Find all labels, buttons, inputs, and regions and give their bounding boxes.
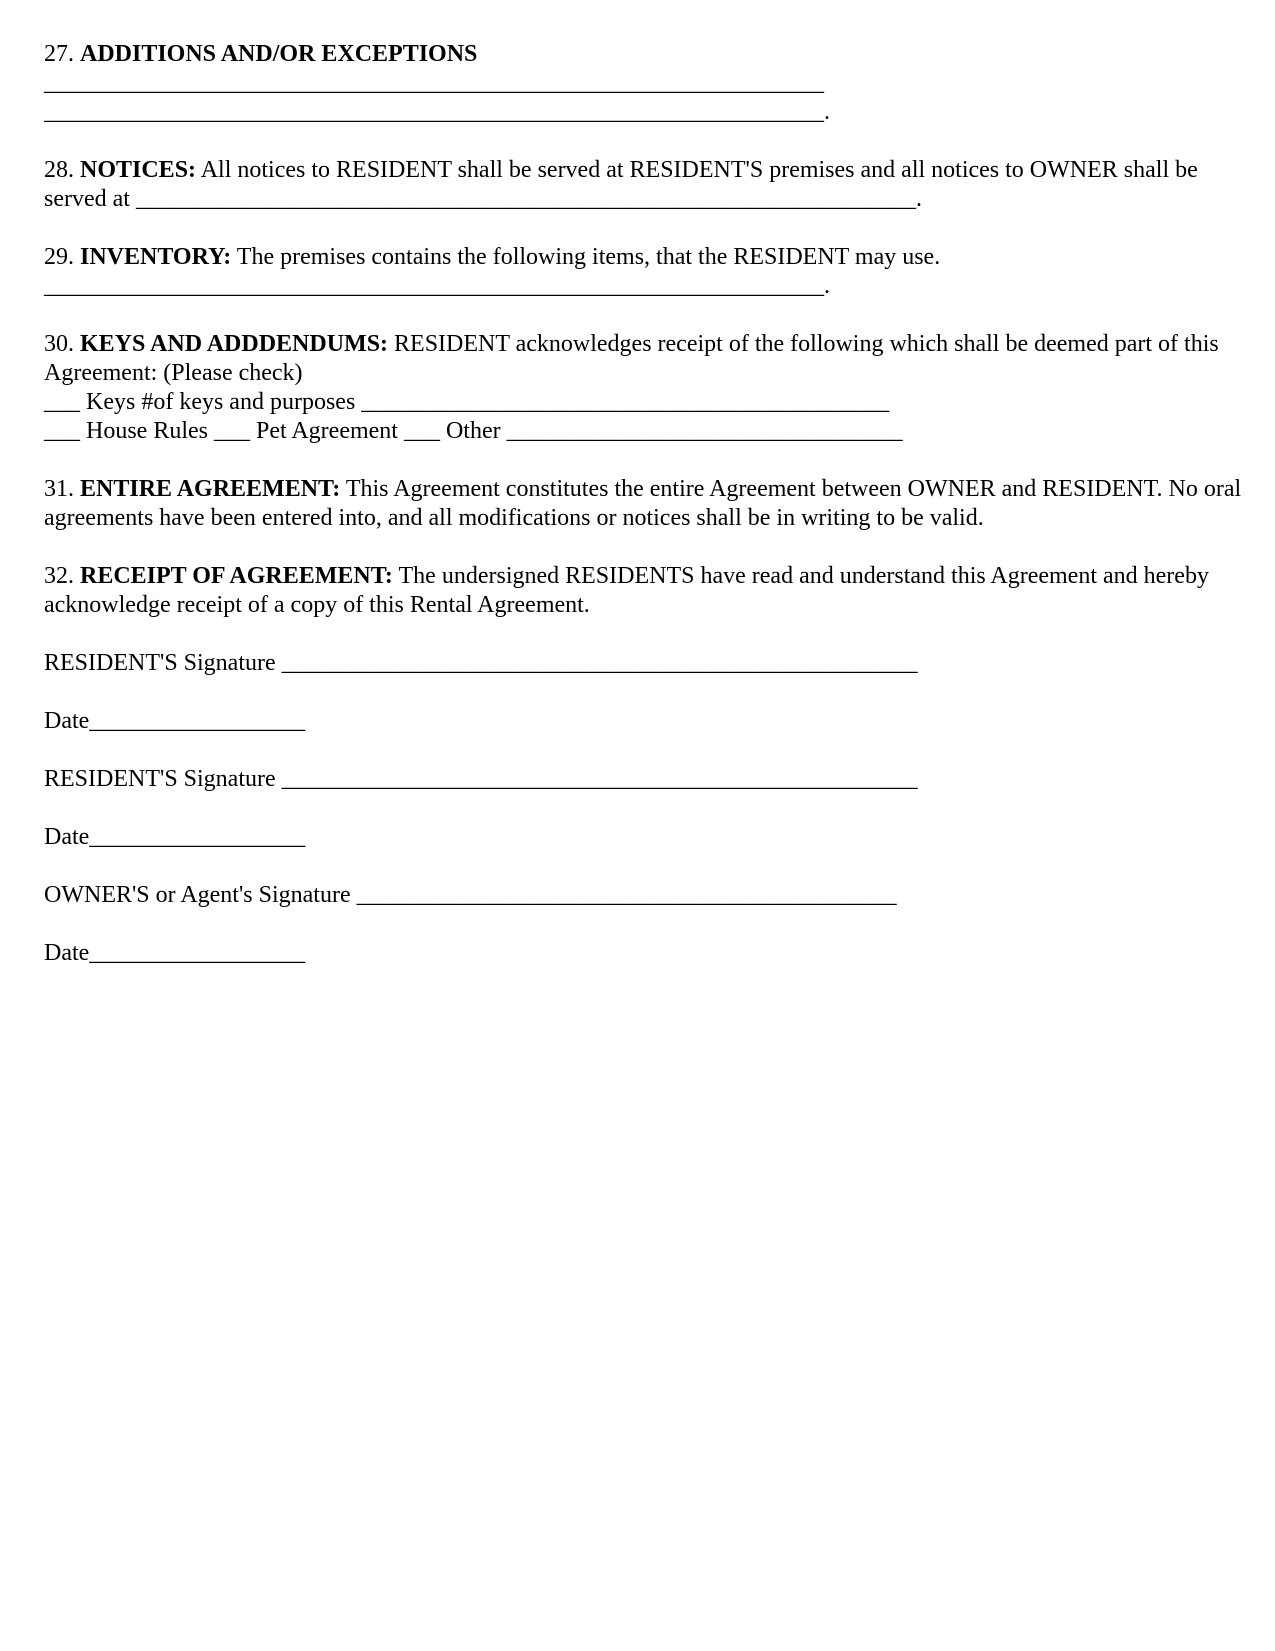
section-32-receipt [44, 562, 1244, 620]
section-29-paragraph [44, 243, 1244, 272]
section-heading: ADDITIONS AND/OR EXCEPTIONS [80, 41, 478, 67]
blank-line[interactable]: _________________________________________________________________. [44, 273, 830, 299]
section-number: 30. [44, 331, 74, 357]
section-30-keys [44, 330, 1244, 446]
section-heading: NOTICES: [80, 157, 197, 183]
date-field-2[interactable]: Date__________________ [44, 824, 306, 850]
resident-signature-2[interactable]: RESIDENT'S Signature _____________________________________________________ [44, 766, 918, 792]
owner-signature[interactable]: OWNER'S or Agent's Signature _____________________________________________ [44, 882, 897, 908]
blank-line[interactable]: _________________________________________________________________. [44, 99, 830, 125]
section-27-additions [44, 40, 1244, 127]
section-number: 28. [44, 157, 74, 183]
date-field-1[interactable]: Date__________________ [44, 708, 306, 734]
section-number: 27. [44, 41, 74, 67]
section-number: 29. [44, 244, 74, 270]
addendum-checkbox-line[interactable]: ___ House Rules ___ Pet Agreement ___ Other _________________________________ [44, 418, 903, 444]
section-heading: KEYS AND ADDDENDUMS: [80, 331, 389, 357]
section-30-paragraph [44, 330, 1244, 388]
section-32-paragraph [44, 562, 1244, 620]
blank-line[interactable]: _________________________________________________________________ [44, 70, 824, 96]
section-text: The premises contains the following items, that the RESIDENT may use. [236, 244, 941, 270]
section-number: 31. [44, 476, 74, 502]
section-text: RESIDENT acknowledges receipt of the following which shall be deemed part of this Agreement: (Please check) [44, 331, 1219, 386]
section-28-paragraph [44, 156, 1244, 214]
section-29-inventory [44, 243, 1244, 301]
section-31-entire-agreement [44, 475, 1244, 533]
section-28-notices [44, 156, 1244, 214]
section-number: 32. [44, 563, 74, 589]
resident-signature-1[interactable]: RESIDENT'S Signature _____________________________________________________ [44, 650, 918, 676]
section-heading: RECEIPT OF AGREEMENT: [80, 563, 393, 589]
section-text[interactable]: All notices to RESIDENT shall be served at RESIDENT'S premises and all notices to OWNER shall be served at _________________________________________________________________. [44, 157, 1198, 212]
date-field-3[interactable]: Date__________________ [44, 940, 306, 966]
section-heading: ENTIRE AGREEMENT: [80, 476, 341, 502]
section-31-paragraph [44, 475, 1244, 533]
document-page [44, 40, 1244, 997]
section-text: This Agreement constitutes the entire Agreement between OWNER and RESIDENT. No oral agreements have been entered into, and all modifications or notices shall be in writing to be valid. [44, 476, 1242, 531]
section-heading: INVENTORY: [80, 244, 232, 270]
keys-checkbox-line[interactable]: ___ Keys #of keys and purposes ____________________________________________ [44, 389, 890, 415]
section-27-title-line [44, 40, 1244, 69]
section-text: The undersigned RESIDENTS have read and understand this Agreement and hereby acknowledge receipt of a copy of this Rental Agreement. [44, 563, 1209, 618]
